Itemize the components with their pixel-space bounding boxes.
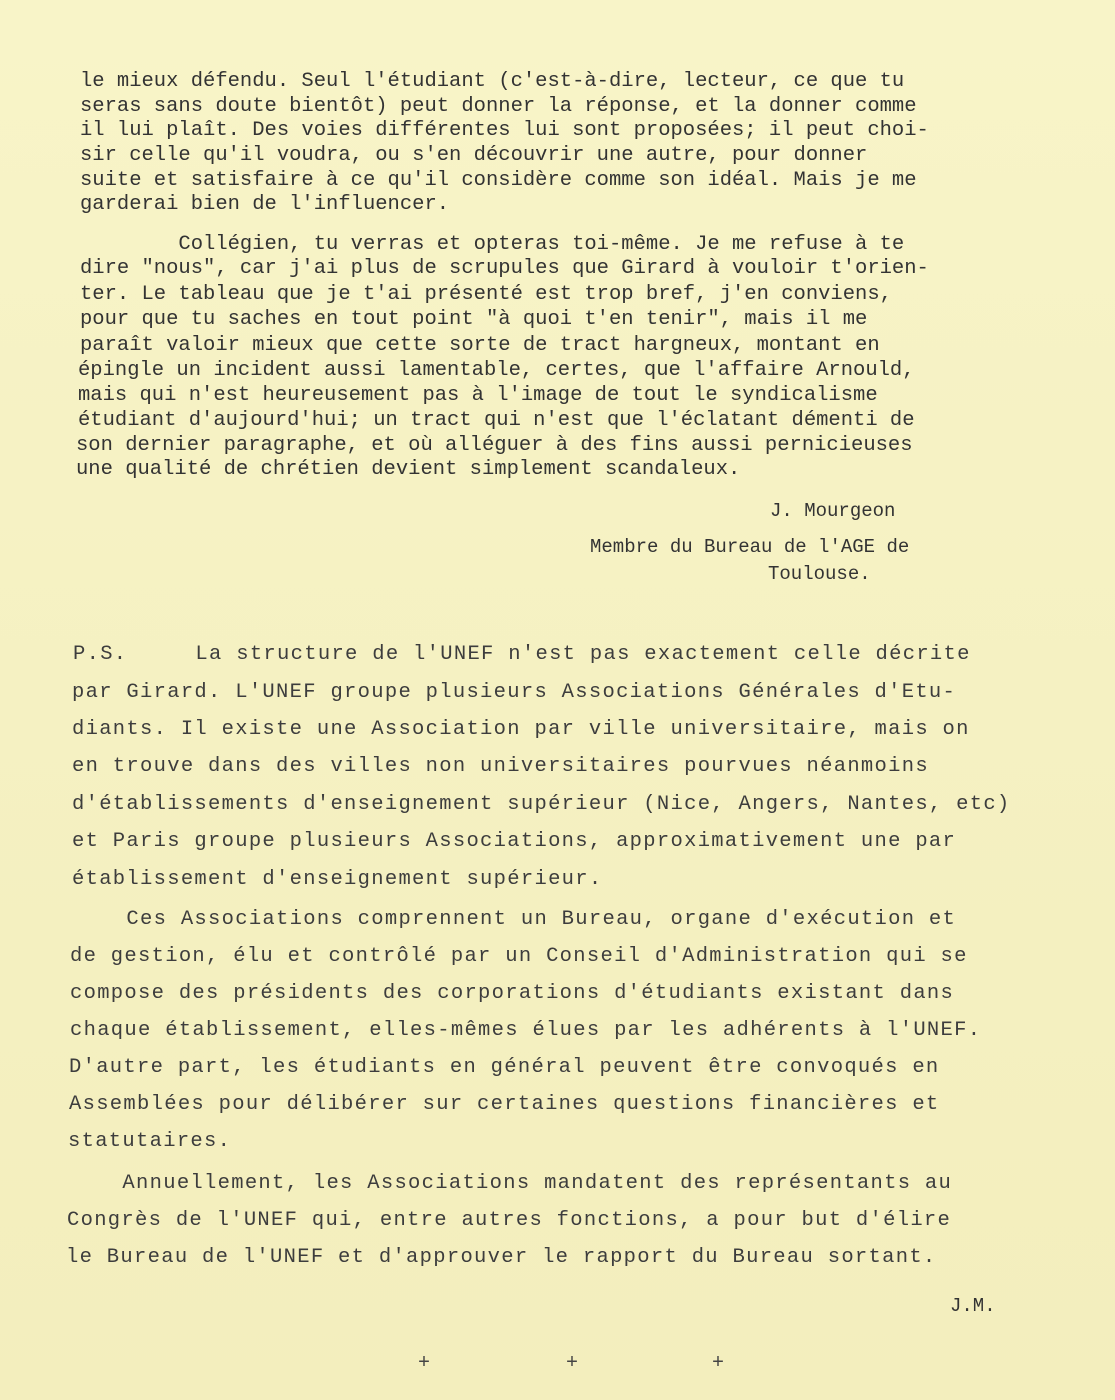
postscript-initials: J.M. (950, 1295, 996, 1317)
text-line: le mieux défendu. Seul l'étudiant (c'est-à-dire, lecteur, ce que tu (80, 70, 905, 93)
text-line: épingle un incident aussi lamentable, certes, que l'affaire Arnould, (78, 359, 915, 382)
text-line: chaque établissement, elles-mêmes élues par les adhérents à l'UNEF. (70, 1019, 982, 1042)
text-line: Assemblées pour délibérer sur certaines questions financières et (69, 1093, 940, 1116)
text-line: établissement d'enseignement supérieur. (72, 868, 603, 891)
text-line: Collégien, tu verras et opteras toi-même. Je me refuse à te (80, 233, 905, 256)
text-line: compose des présidents des corporations d'étudiants existant dans (70, 982, 955, 1005)
text-line: P.S. La structure de l'UNEF n'est pas exactement celle décrite (73, 643, 971, 666)
text-line: d'établissements d'enseignement supérieur (Nice, Angers, Nantes, etc) (72, 793, 1011, 816)
text-line: Ces Associations comprennent un Bureau, organe d'exécution et (72, 908, 957, 931)
signature-role: Membre du Bureau de l'AGE de (590, 536, 910, 558)
footer-mark: + (418, 1352, 431, 1375)
text-line: statutaires. (68, 1130, 232, 1153)
text-line: et Paris groupe plusieurs Associations, approximativement une par (72, 830, 957, 853)
text-line: ter. Le tableau que je t'ai présenté est trop bref, j'en conviens, (80, 283, 892, 306)
footer-mark: + (566, 1352, 579, 1375)
text-line: il lui plaît. Des voies différentes lui sont proposées; il peut choi- (80, 119, 929, 142)
text-line: son dernier paragraphe, et où alléguer à des fins aussi pernicieuses (76, 434, 913, 457)
text-line: pour que tu saches en tout point "à quoi t'en tenir", mais il me (80, 308, 868, 331)
text-line: diants. Il existe une Association par ville universitaire, mais on (72, 718, 970, 741)
text-line: mais qui n'est heureusement pas à l'image de tout le syndicalisme (78, 384, 878, 407)
text-line: dire "nous", car j'ai plus de scrupules que Girard à vouloir t'orien- (80, 257, 929, 280)
text-line: Congrès de l'UNEF qui, entre autres fonctions, a pour but d'élire (67, 1209, 952, 1232)
text-line: Annuellement, les Associations mandatent des représentants au (68, 1172, 953, 1195)
text-line: de gestion, élu et contrôlé par un Conseil d'Administration qui se (70, 945, 968, 968)
text-line: paraît valoir mieux que cette sorte de tract hargneux, montant en (80, 334, 880, 357)
text-line: par Girard. L'UNEF groupe plusieurs Associations Générales d'Etu- (72, 681, 957, 704)
text-line: en trouve dans des villes non universitaires pourvues néanmoins (72, 755, 929, 778)
signature-name: J. Mourgeon (770, 500, 896, 522)
text-line: garderai bien de l'influencer. (80, 193, 450, 216)
text-line: étudiant d'aujourd'hui; un tract qui n'est que l'éclatant démenti de (78, 409, 915, 432)
signature-city: Toulouse. (768, 563, 871, 585)
text-line: D'autre part, les étudiants en général peuvent être convoqués en (69, 1056, 940, 1079)
text-line: une qualité de chrétien devient simplement scandaleux. (76, 458, 741, 481)
bleed-through-text (785, 0, 1115, 80)
text-line: le Bureau de l'UNEF et d'approuver le rapport du Bureau sortant. (66, 1246, 937, 1269)
text-line: seras sans doute bientôt) peut donner la réponse, et la donner comme (80, 95, 917, 118)
footer-mark: + (712, 1352, 725, 1375)
text-line: sir celle qu'il voudra, ou s'en découvrir une autre, pour donner (80, 144, 868, 167)
text-line: suite et satisfaire à ce qu'il considère comme son idéal. Mais je me (80, 169, 917, 192)
